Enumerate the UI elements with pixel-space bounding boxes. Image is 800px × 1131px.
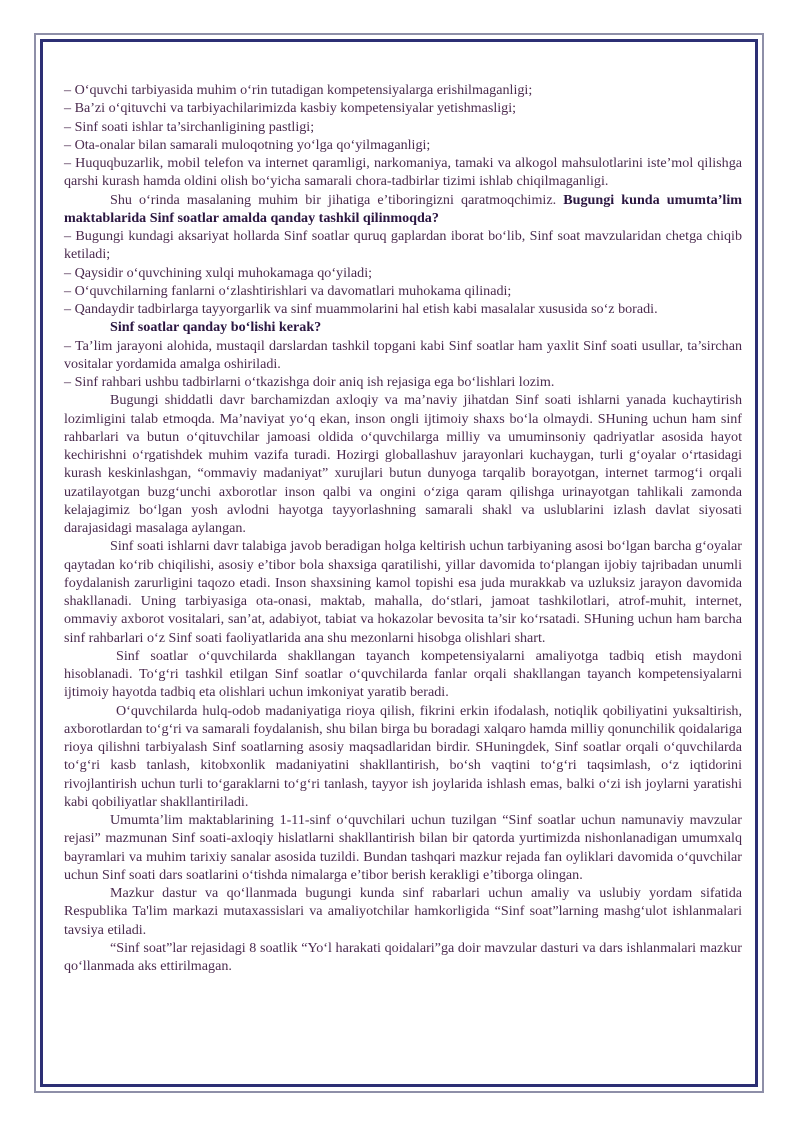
paragraph: Sinf soati ishlarni davr talabiga javob beradigan holga keltirish uchun tarbiyaning asosi bo‘lgan barcha g‘oyalar qaytadan ko‘rib chiqilishi, asosiy e’tibor bola shaxsiga qaratilishi, yillar davomida to‘plangan ijobiy tajribadan unumli foydalanish zarurligini taqozo etadi. Inson shaxsining kamol topishi esa juda murakkab va uzluksiz jarayon davomida shakllanadi. Uning tarbiyasiga ota-onasi, maktab, mahalla, do‘stlari, jamoat tashkilotlari, atrof-muhit, internet, ommaviy axborot vositalari, san’at, adabiyot, tabiat va hokazolar bevosita ta’sir ko‘rsatadi. SHuning uchun ham barcha sinf rahbarlari o‘z Sinf soati faoliyatlarida ana shu mezonlarni hisobga olishlari shart. [64,538,742,646]
paragraph: “Sinf soat”lar rejasidagi 8 soatlik “Yo‘l harakati qoidalari”ga doir mavzular dasturi va dars ishlanmalari mazkur qo‘llanmada aks ettirilmagan. [64,939,742,974]
list-item: – O‘quvchi tarbiyasida muhim o‘rin tutadigan kompetensiyalarga erishilmaganligi; [64,82,533,98]
list-item: – O‘quvchilarning fanlarni o‘zlashtirishlari va davomatlari muhokama qilinadi; [64,282,512,299]
document-body [64,81,742,975]
list-item: – Bugungi kundagi aksariyat hollarda Sinf soatlar quruq gaplardan iborat bo‘lib, Sinf soat mavzularidan chetga chiqib ketiladi; [64,228,742,263]
paragraph-text: Shu o‘rinda masalaning muhim bir jihatiga e’tiboringizni qaratmoqchimiz. [110,191,557,208]
list-item: – Qandaydir tadbirlarga tayyorgarlik va sinf muammolarini hal etish kabi masalalar xususida so‘z boradi. [64,301,658,317]
list-item: – Ota-onalar bilan samarali muloqotning yo‘lga qo‘yilmaganligi; [64,136,431,153]
list-item: – Ba’zi o‘qituvchi va tarbiyachilarimizda kasbiy kompetensiyalar yetishmasligi; [64,100,517,117]
section-heading: Sinf soatlar qanday bo‘lishi kerak? [110,319,322,336]
list-item: – Huquqbuzarlik, mobil telefon va internet qaramligi, narkomaniya, tamaki va alkogol mahsulotlarini iste’mol qilishga qarshi kurash hamda oldini olish bo‘yicha samarali chora-tadbirlar tizimi ishlab chiqilmaganligi. [64,155,742,190]
list-item: – Sinf rahbari ushbu tadbirlarni o‘tkazishga doir aniq ish rejasiga ega bo‘lishlari lozim. [64,374,555,390]
list-item: – Ta’lim jarayoni alohida, mustaqil darslardan tashkil topgani kabi Sinf soatlar ham yaxlit Sinf soati usullar, ta’sirchan vositalar yordamida amalga oshiriladi. [64,337,742,372]
paragraph [64,191,742,228]
paragraph: Mazkur dastur va qo‘llanmada bugungi kunda sinf rabarlari uchun amaliy va uslubiy yordam sifatida Respublika Ta'lim markazi mutaxassislari va amaliyotchilar hamkorligida “Sinf soat”larning mashg‘ulot ishlanmalari tavsiya etiladi. [64,885,742,938]
list-item: – Sinf soati ishlar ta’sirchanligining pastligi; [64,118,315,135]
paragraph: Sinf soatlar o‘quvchilarda shakllangan tayanch kompetensiyalarni amaliyotga tadbiq etish maydoni hisoblanadi. To‘g‘ri tashkil etilgan Sinf soatlar o‘quvchilarda fanlar orqali shakllangan tayanch kompetensiyalarni ijtimoiy hayotda tadbiq eta olishlari uchun imkoniyat yaratib beradi. [64,647,742,701]
paragraph: Umumta’lim maktablarining 1-11-sinf o‘quvchilari uchun tuzilgan “Sinf soatlar uchun namunaviy mavzular rejasi” mazmunan Sinf soati-axloqiy hislatlarni shakllantirish bilan bir qatorda yurtimizda nishonlanadigan umumxalq bayramlari va muhim tarixiy sanalar asosida tuzildi. Bundan tashqari mazkur rejada fan oyliklari davomida o‘quvchilar uchun Sinf soati dars soatlarini o‘tishda nimalarga e’tibor berish kerakligi e’tiborga olingan. [64,812,742,883]
bold-question: Bugungi kunda umumta’lim maktablarida Sinf soatlar amalda qanday tashkil qilinmoqda? [64,191,742,226]
list-item: – Qaysidir o‘quvchining xulqi muhokamaga qo‘yiladi; [64,264,373,281]
paragraph: Bugungi shiddatli davr barchamizdan axloqiy va ma’naviy jihatdan Sinf soati ishlarni yanada kuchaytirish lozimligini talab etmoqda. Ma’naviyat yo‘q ekan, inson ongli ijtimoiy shaxs bo‘la olmaydi. SHuning uchun ham sinf rahbarlari va butun o‘qituvchilar jamoasi oldida o‘quvchilarga milliy va umuminsoniy qadriyatlar asosida hayot kechirishni o‘rgatishdek muhim vazifa turadi. Hozirgi globallashuv jarayonlari kuchaygan, turli g‘oyalar o‘rtasidagi kurash keskinlashgan, “ommaviy madaniyat” xurujlari butun dunyoga tarqalib borayotgan, internet tarmog‘i orqali uzatilayotgan buzg‘unchi axborotlar inson qalbi va ongini o‘ziga qaram qilishga urinayotgan tahlikali zamonda kelajagimiz bo‘lgan yosh avlodni hayotga tayyorlashning samarali shakl va uslublarini izlash davlat siyosati darajasidagi masalaga aylangan. [64,392,742,536]
paragraph: O‘quvchilarda hulq-odob madaniyatiga rioya qilish, fikrini erkin ifodalash, notiqlik qobiliyatini yuksaltirish, axborotlardan to‘g‘ri va samarali foydalanish, shu bilan birga bu boradagi xalqaro hamda milliy qonunchilik qoidalariga rioya qilishni tarbiyalash Sinf soatlarning asosiy maqsadlaridan birdir. SHuningdek, Sinf soatlar orqali o‘quvchilarda to‘g‘ri kasb tanlash, kitobxonlik madaniyatini shakllantirish, bo‘sh vaqtini to‘g‘ri taqsimlash, o‘z iqtidorini rivojlantirish uchun turli to‘garaklarni to‘g‘ri tanlash, tayyor ish joylarida ishlash emas, balki o‘zi ish joylarni yaratishi kabi qobiliyatlar shakllantiriladi. [64,702,743,810]
